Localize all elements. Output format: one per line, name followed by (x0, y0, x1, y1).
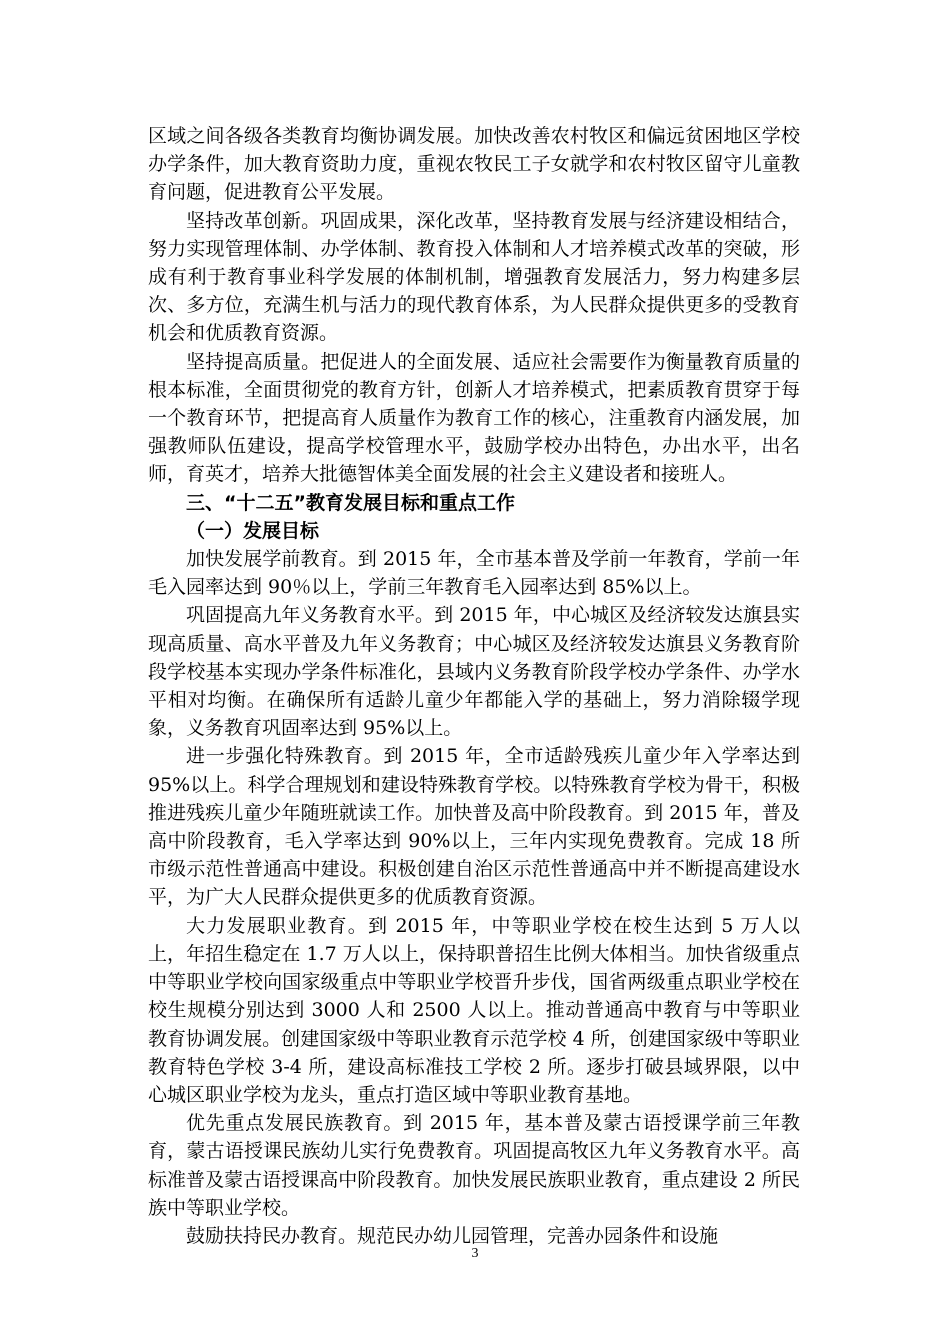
paragraph-reform-innovation: 坚持改革创新。巩固成果，深化改革，坚持教育发展与经济建设相结合，努力实现管理体制、办学体制、教育投入体制和人才培养模式改革的突破，形成有利于教育事业科学发展的体制机制，增强教育发展活力，努力构建多层次、多方位，充满生机与活力的现代教育体系，为人民群众提供更多的受教育机会和优质教育资源。 (148, 209, 800, 345)
paragraph-continued: 区域之间各级各类教育均衡协调发展。加快改善农村牧区和偏远贫困地区学校办学条件，加大教育资助力度，重视农牧民工子女就学和农村牧区留守儿童教育问题，促进教育公平发展。 (148, 125, 800, 204)
subsection-heading: （一）发展目标 (186, 519, 320, 542)
paragraph-special-education: 进一步强化特殊教育。到 2015 年，全市适龄残疾儿童少年入学率达到 95%以上。科学合理规划和建设特殊教育学校。以特殊教育学校为骨干，积极推进残疾儿童少年随班就读工作。加快普及高中阶段教育。到 2015 年，普及高中阶段教育，毛入学率达到 90%以上，三年内实现免费教育。完成 18 所市级示范性普通高中建设。积极创建自治区示范性普通高中并不断提高建设水平，为广大人民群众提供更多的优质教育资源。 (148, 745, 800, 909)
page-number: 3 (471, 1246, 479, 1261)
paragraph-preschool: 加快发展学前教育。到 2015 年，全市基本普及学前一年教育，学前一年毛入园率达到 90％以上，学前三年教育毛入园率达到 85%以上。 (148, 548, 800, 599)
paragraph-private-education: 鼓励扶持民办教育。规范民办幼儿园管理，完善办园条件和设施 (186, 1224, 719, 1247)
paragraph-vocational-education: 大力发展职业教育。到 2015 年，中等职业学校在校生达到 5 万人以上，年招生稳定在 1.7 万人以上，保持职普招生比例大体相当。加快省级重点中等职业学校向国家级重点中等职业学校晋升步伐，国省两级重点职业学校在校生规模分别达到 3000 人和 2500 人以上。推动普通高中教育与中等职业教育协调发展。创建国家级中等职业教育示范学校 4 所，创建国家级中等职业教育特色学校 3-4 所，建设高标准技工学校 2 所。逐步打破县域界限，以中心城区职业学校为龙头，重点打造区域中等职业教育基地。 (148, 914, 800, 1106)
paragraph-improve-quality: 坚持提高质量。把促进人的全面发展、适应社会需要作为衡量教育质量的根本标准，全面贯彻党的教育方针，创新人才培养模式，把素质教育贯穿于每一个教育环节，把提高育人质量作为教育工作的核心，注重教育内涵发展，加强教师队伍建设，提高学校管理水平，鼓励学校办出特色，办出水平，出名师，育英才，培养大批德智体美全面发展的社会主义建设者和接班人。 (148, 350, 800, 486)
section-heading: 三、“十二五”教育发展目标和重点工作 (186, 491, 515, 514)
paragraph-ethnic-education: 优先重点发展民族教育。到 2015 年，基本普及蒙古语授课学前三年教育，蒙古语授课民族幼儿实行免费教育。巩固提高牧区九年义务教育水平。高标准普及蒙古语授课高中阶段教育。加快发展民族职业教育，重点建设 2 所民族中等职业学校。 (148, 1112, 800, 1219)
document-body (148, 122, 800, 1250)
paragraph-compulsory-education: 巩固提高九年义务教育水平。到 2015 年，中心城区及经济较发达旗县实现高质量、高水平普及九年义务教育；中心城区及经济较发达旗县义务教育阶段学校基本实现办学条件标准化，县域内义务教育阶段学校办学条件、办学水平相对均衡。在确保所有适龄儿童少年都能入学的基础上，努力消除辍学现象，义务教育巩固率达到 95%以上。 (148, 604, 800, 740)
